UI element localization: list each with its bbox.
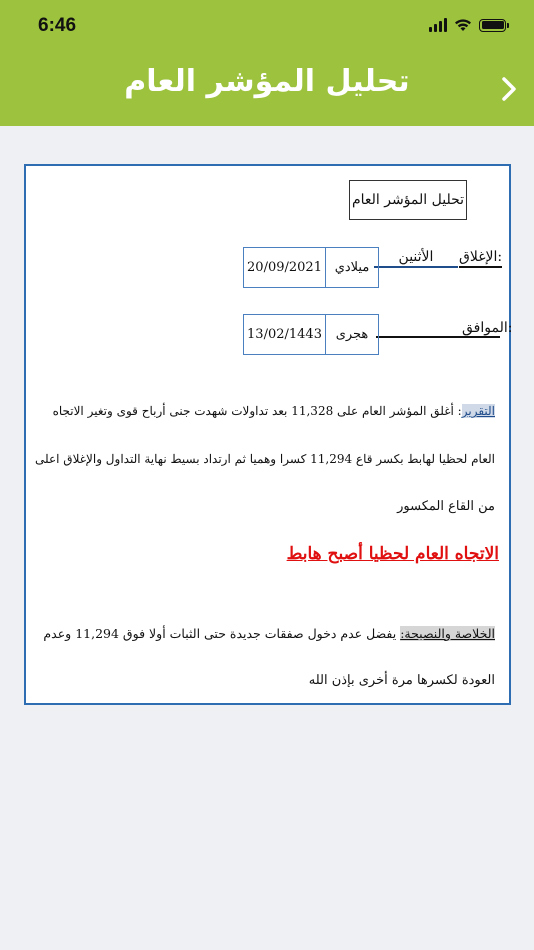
- corresponding-label: الموافق:: [462, 320, 513, 336]
- gregorian-label: ميلادي: [334, 260, 370, 275]
- hijri-label: هجرى: [335, 327, 369, 342]
- report-label: التقرير: [461, 404, 495, 418]
- cellular-signal-icon: [429, 18, 447, 32]
- wifi-icon: [454, 18, 472, 32]
- report-text-1: : أغلق المؤشر العام على 11,328 بعد تداولات شهدت جنى أرباح قوى وتغير الاتجاه: [52, 404, 462, 418]
- advice-text-1: يفضل عدم دخول صفقات جديدة حتى الثبات أولا فوق 11,294 وعدم: [43, 626, 401, 641]
- hijri-date-box: [243, 314, 379, 355]
- trend-statement: الاتجاه العام لحظيا أصبح هابط: [286, 544, 499, 564]
- gregorian-date: 20/09/2021: [244, 248, 326, 287]
- advice-label: الخلاصة والنصيحة:: [400, 626, 495, 641]
- page-title: تحليل المؤشر العام: [124, 64, 410, 99]
- closing-label: الإغلاق:: [459, 249, 502, 268]
- corresponding-underline: [376, 336, 500, 338]
- gregorian-date-box: [243, 247, 379, 288]
- chevron-right-icon: [501, 76, 517, 102]
- report-line-2: العام لحظيا لهابط بكسر قاع 11,294 كسرا وهميا ثم ارتداد بسيط نهاية التداول والإغلاق اعلى: [34, 452, 495, 466]
- battery-icon: [479, 19, 506, 32]
- report-title: تحليل المؤشر العام: [349, 180, 467, 220]
- closing-day: الأثنين: [374, 249, 458, 268]
- back-button[interactable]: [494, 72, 524, 106]
- report-line-3: من القاع المكسور: [397, 499, 495, 514]
- status-bar: [0, 0, 534, 50]
- status-time: 6:46: [38, 15, 77, 36]
- report-line-1: [53, 405, 495, 417]
- hijri-date: 13/02/1443: [244, 315, 326, 354]
- navigation-bar: [0, 50, 534, 126]
- advice-line-2: العودة لكسرها مرة أخرى بإذن الله: [308, 673, 495, 688]
- report-document: [24, 164, 511, 705]
- advice-line-1: [43, 628, 495, 641]
- status-icons: [429, 16, 506, 34]
